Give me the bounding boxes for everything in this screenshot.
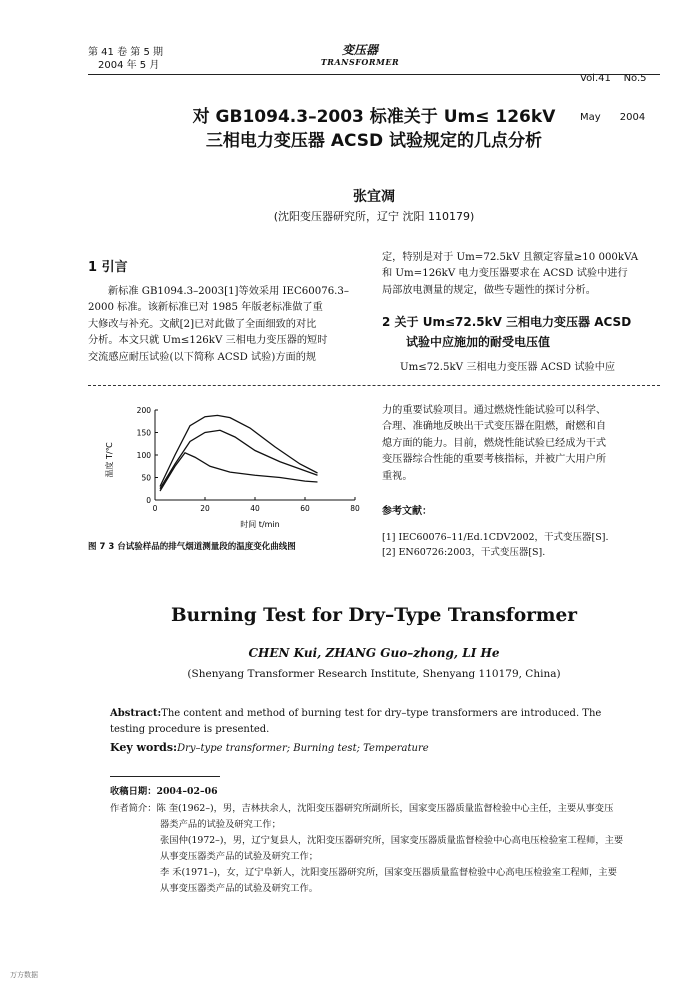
footnote-rule [110,776,220,777]
x-tick-label: 40 [250,504,260,513]
references-heading: 参考文献： [382,506,432,517]
page-break-divider [88,385,660,386]
y-tick-label: 150 [136,428,151,438]
journal-volume-issue [88,46,163,72]
english-title: Burning Test for Dry–Type Transformer [170,605,577,626]
figure-caption: 图 7 3 台试验样品的排气烟道测量段的温度变化曲线图 [88,542,296,552]
temperature-chart [100,400,370,530]
header-rule [88,74,660,75]
title-line-1: 对 GB1094.3–2003 标准关于 Um≤ 126kV [192,107,556,127]
chart-axes [155,410,355,500]
author: 张宜凋 [353,189,395,205]
text-line: 新标准 GB1094.3–2003[1]等效采用 IEC60076.3– [108,286,349,297]
x-tick-label: 60 [300,504,310,513]
text-line: 交流感应耐压试验(以下简称 ACSD 试验)方面的规 [88,351,317,363]
text-line: 定，特别是对于 Um=72.5kV 且额定容量≥10 000kVA [382,252,639,263]
chart-lines [160,415,318,491]
volume-issue: 第 41 卷 第 5 期 [88,47,163,58]
x-tick-label: 0 [152,504,158,513]
journal-cn-name: 变压器 [341,43,378,57]
x-tick-label: 80 [350,504,360,513]
y-tick-label: 0 [146,496,151,505]
bio-line: 从事变压器类产品的试验及研究工作； [160,851,319,862]
reference-item: [1] IEC60076–11/Ed.1CDV2002，干式变压器[S]. [382,532,609,543]
abstract-text: testing procedure is presented. [110,724,270,735]
text-line: 重视。 [382,470,413,482]
abstract [110,706,660,757]
y-tick-label: 200 [136,406,151,415]
bio-line: 器类产品的试验及研究工作； [160,819,281,830]
text-line: 局部放电测量的规定，做些专题性的探讨分析。 [382,284,596,296]
journal-en-name: TRANSFORMER [320,57,400,67]
text-line: 大修改与补充。文献[2]已对此做了全面细致的对比 [88,318,317,330]
paper-title [88,105,660,153]
text-line: 变压器综合性能的重要考核指标，并被广大用户所 [382,454,607,466]
y-tick-label: 50 [141,473,151,483]
journal-name [300,44,420,67]
reference-list [382,530,608,560]
x-axis-label: 时间 t/min [240,520,280,529]
text-line: 合理、准确地反映出干式变压器在阻燃，耐燃和自 [382,421,607,433]
bio-line: 李 禾(1971–)，女，辽宁阜新人，沈阳变压器研究所，国家变压器质量监督检验中心高电压检验室工程师，主要 [160,867,617,878]
date-en: May 2004 [580,112,646,123]
y-axis-label: 温度 T/℃ [105,442,114,478]
bio-line: 张国仲(1972–)，男，辽宁复县人，沈阳变压器研究所，国家变压器质量监督检验中心高电压检验室工程师，主要 [160,835,624,846]
reference-item: [2] EN60726:2003，干式变压器[S]. [382,547,546,558]
keywords: Dry–type transformer; Burning test; Temperature [177,743,429,754]
text-line: 力的重要试验项目。通过燃烧性能试验可以科学、 [382,405,607,416]
intro-paragraph [88,284,360,366]
heading-line: 试验中应施加的耐受电压值 [406,335,551,349]
watermark: 万方数据 [10,971,38,979]
conclusion-paragraph [382,403,664,485]
bio-line: 作者简介：陈 奎(1962–)，男，吉林扶余人，沈阳变压器研究所副所长，国家变压器质量监督检验中心主任，主要从事变压 [110,803,614,814]
text-line: 2000 标准。该新标准已对 1985 年版老标准做了重 [88,302,323,314]
abstract-label: Abstract: [110,708,162,719]
text-line: 熄方面的能力。目前，燃烧性能试验已经成为干式 [382,437,607,449]
section-heading-intro: 1 引言 [88,260,128,275]
volume-en: Vol.41 No.5 [580,73,647,84]
text-line: 分析。本文只就 Um≤126kV 三相电力变压器的短时 [88,335,328,347]
received-date: 收稿日期：2004–02–06 [110,786,218,797]
abstract-text: The content and method of burning test for dry–type transformers are introduced. The [161,708,602,719]
title-line-2: 三相电力变压器 ACSD 试验规定的几点分析 [205,131,543,151]
affiliation: (沈阳变压器研究所，辽宁 沈阳 110179) [273,210,475,223]
issue-date: 2004 年 5 月 [98,60,160,71]
keywords-label: Key words: [110,741,178,754]
section-heading-2 [382,312,631,352]
heading-line: 2 关于 Um≤72.5kV 三相电力变压器 ACSD [382,315,632,329]
x-tick-label: 20 [200,504,210,513]
text-line: 和 Um=126kV 电力变压器要求在 ACSD 试验中进行 [382,268,628,280]
english-affiliation: (Shenyang Transformer Research Institute, Shenyang 110179, China) [187,668,561,680]
english-authors: CHEN Kui, ZHANG Guo–zhong, LI He [248,646,500,660]
author-bios [110,801,670,897]
bio-line: 从事变压器类产品的试验及研究工作。 [160,883,319,894]
right-paragraph [382,250,664,299]
section-2-text: Um≤72.5kV 三相电力变压器 ACSD 试验中应 [400,362,616,373]
series-line-3 [160,453,318,491]
y-tick-label: 100 [136,451,151,460]
chart-ticks [137,406,360,513]
